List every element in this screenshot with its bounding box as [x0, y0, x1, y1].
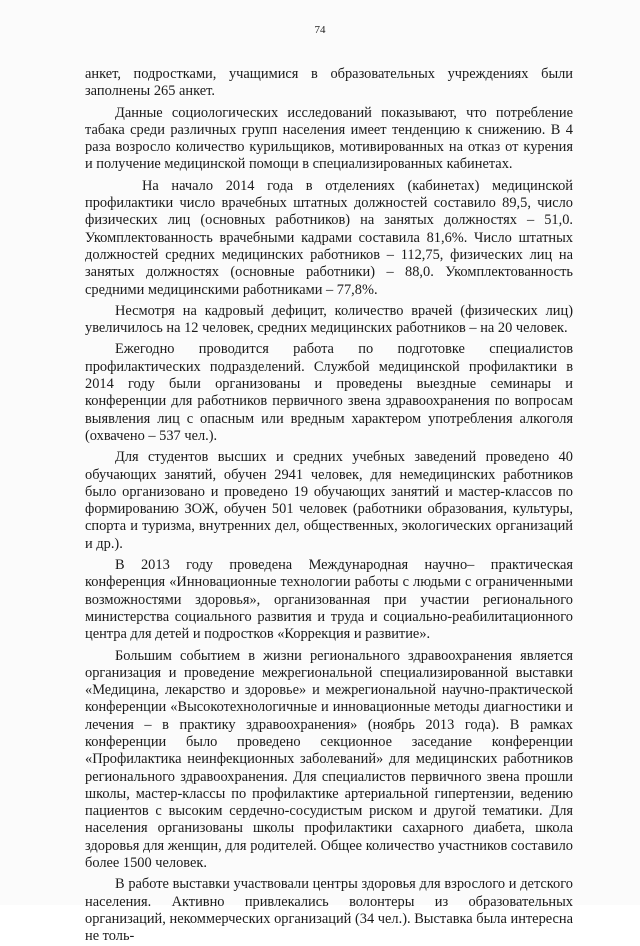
paragraph-5: Ежегодно проводится работа по подготовке специалистов профилактических подразделений. Службой медицинской профилактики в 2014 году были организованы и проведены выездные семинары и конференции для работников первичного звена здравоохранения по вопросам выявления лиц с опасным или вредным характером употребления алкоголя (охвачено – 537 чел.).	[85, 341, 573, 444]
paragraph-1: анкет, подростками, учащимися в образовательных учреждениях были заполнены 265 анкет.	[85, 66, 573, 100]
paragraph-6: Для студентов высших и средних учебных заведений проведено 40 обучающих занятий, обучен 2941 человек, для немедицинских работников было организовано и проведено 19 обучающих занятий и мастер-классов по формированию ЗОЖ, обучен 501 человек (работники образования, культуры, спорта и туризма, внутренних дел, общественных, экологических организаций и др.).	[85, 449, 573, 552]
paragraph-8: Большим событием в жизни регионального здравоохранения является организация и проведение межрегиональной специализированной выставки «Медицина, лекарство и здоровье» и межрегиональной научно-практической конференции «Высокотехнологичные и инновационные методы диагностики и лечения – в практику здравоохранения» (ноябрь 2013 года). В рамках конференции было проведено секционное заседание конференции «Профилактика неинфекционных заболеваний» для медицинских работников регионального здравоохранения. Для специалистов первичного звена прошли школы, мастер-классы по профилактике артериальной гипертензии, ведению пациентов с высоким сердечно-сосудистым риском и другой тематики. Для населения организованы школы профилактики сахарного диабета, школа здоровья для женщин, для родителей. Общее количество участников составило более 1500 человек.	[85, 647, 573, 872]
body-text	[85, 66, 573, 946]
paragraph-9: В работе выставки участвовали центры здоровья для взрослого и детского населения. Активно привлекались волонтеры из образовательных организаций, некоммерческих организаций (34 чел.). Выставка была интересна не толь-	[85, 876, 573, 945]
paragraph-7: В 2013 году проведена Международная научно– практическая конференция «Инновационные технологии работы с людьми с ограниченными возможностями здоровья», организованная при участии регионального министерства социального развития и труда и социально-реабилитационного центра для детей и подростков «Коррекция и развитие».	[85, 557, 573, 643]
paragraph-3: На начало 2014 года в отделениях (кабинетах) медицинской профилактики число врачебных штатных должностей составило 89,5, число физических лиц (основных работников) на занятых должностях – 51,0. Укомплектованность врачебными кадрами составила 81,6%. Число штатных должностей средних медицинских работников – 112,75, физических лиц на занятых должностях (основные работники) – 88,0. Укомплектованность средними медицинскими работниками – 77,8%.	[85, 177, 573, 298]
page-number: 74	[314, 24, 326, 36]
paragraph-2: Данные социологических исследований показывают, что потребление табака среди различных групп населения имеет тенденцию к снижению. В 4 раза возросло количество курильщиков, мотивированных на отказ от курения и получение медицинской помощи в специализированных кабинетах.	[85, 104, 573, 173]
paragraph-4: Несмотря на кадровый дефицит, количество врачей (физических лиц) увеличилось на 12 человек, средних медицинских работников – на 20 человек.	[85, 302, 573, 337]
